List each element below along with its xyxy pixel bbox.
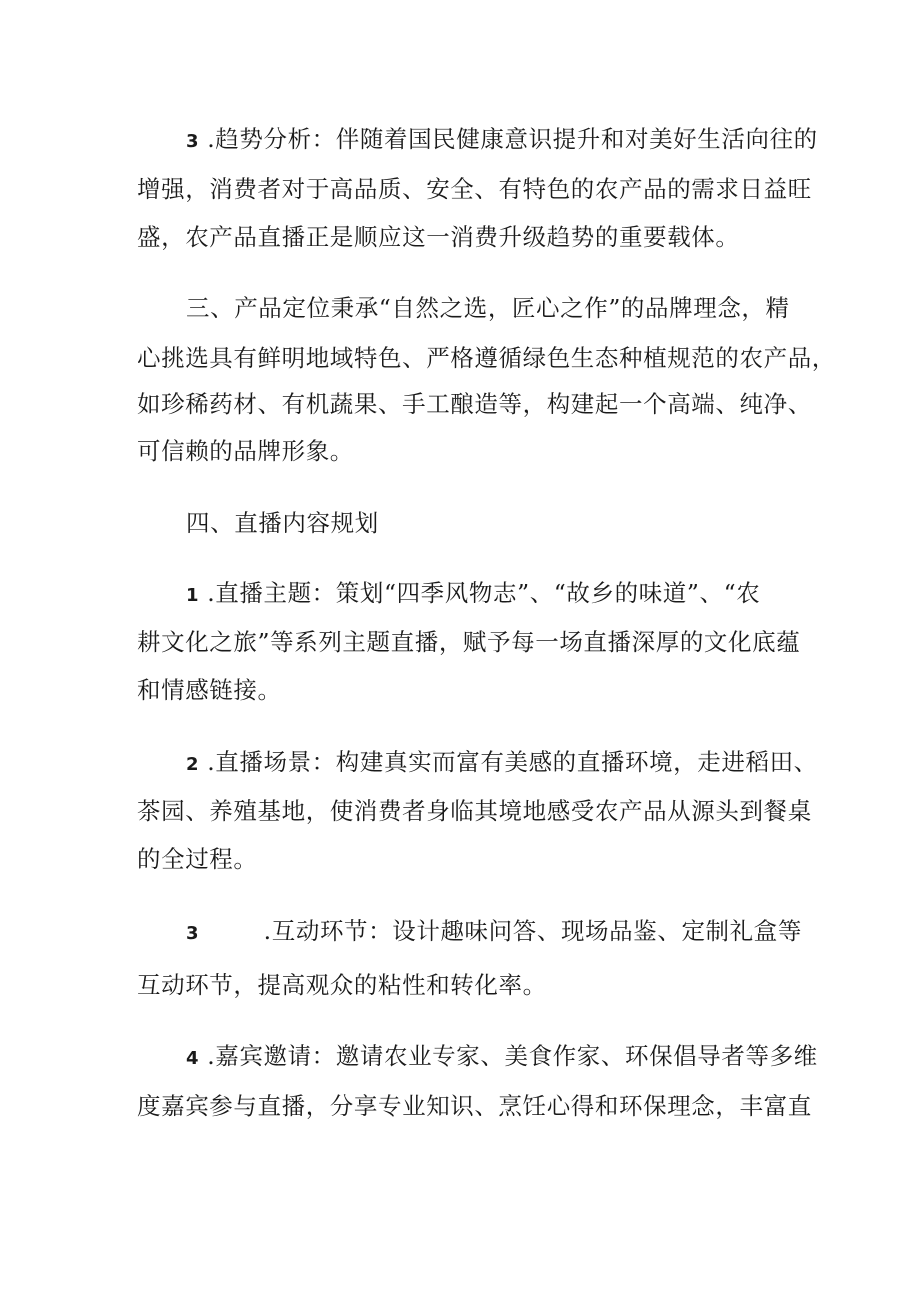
item-number: 2 <box>186 754 200 775</box>
paragraph-interaction-line-1: 3 .互动环节：设计趣味问答、现场品鉴、定制礼盒等 <box>186 917 802 945</box>
paragraph-live-scene-line-1: 2 .直播场景：构建真实而富有美感的直播环境，走进稻田、 <box>186 748 818 776</box>
paragraph-trend-analysis-line-2: 增强，消费者对于高品质、安全、有特色的农产品的需求日益旺 <box>137 175 812 203</box>
item-number: 3 <box>186 923 200 944</box>
paragraph-guest-invitation-line-1: 4 .嘉宾邀请：邀请农业专家、美食作家、环保倡导者等多维 <box>186 1042 818 1070</box>
paragraph-trend-analysis-line-1: 3 .趋势分析：伴随着国民健康意识提升和对美好生活向往的 <box>186 125 818 153</box>
paragraph-interaction-line-2: 互动环节，提高观众的粘性和转化率。 <box>137 971 547 999</box>
paragraph-product-positioning-line-1: 三、产品定位秉承“自然之选，匠心之作”的品牌理念，精 <box>186 294 790 322</box>
paragraph-live-theme-line-3: 和情感链接。 <box>137 676 282 704</box>
paragraph-live-theme-line-2: 耕文化之旅”等系列主题直播，赋予每一场直播深厚的文化底蕴 <box>137 628 801 656</box>
paragraph-product-positioning-line-4: 可信赖的品牌形象。 <box>137 437 354 465</box>
paragraph-live-theme-line-1: 1 .直播主题：策划“四季风物志”、“故乡的味道”、“农 <box>186 579 761 607</box>
paragraph-live-scene-line-3: 的全过程。 <box>137 845 258 873</box>
item-number: 3 <box>186 131 200 152</box>
item-number: 4 <box>186 1048 200 1069</box>
paragraph-guest-invitation-line-2: 度嘉宾参与直播，分享专业知识、烹饪心得和环保理念，丰富直 <box>137 1092 812 1120</box>
paragraph-product-positioning-line-2: 心挑选具有鲜明地域特色、严格遵循绿色生态种植规范的农产品， <box>137 344 836 372</box>
paragraph-trend-analysis-line-3: 盛，农产品直播正是顺应这一消费升级趋势的重要载体。 <box>137 223 740 251</box>
section-heading-content-planning: 四、直播内容规划 <box>186 509 379 537</box>
item-number: 1 <box>186 585 200 606</box>
paragraph-product-positioning-line-3: 如珍稀药材、有机蔬果、手工酿造等，构建起一个高端、纯净、 <box>137 390 812 418</box>
paragraph-live-scene-line-2: 茶园、养殖基地，使消费者身临其境地感受农产品从源头到餐桌 <box>137 797 812 825</box>
